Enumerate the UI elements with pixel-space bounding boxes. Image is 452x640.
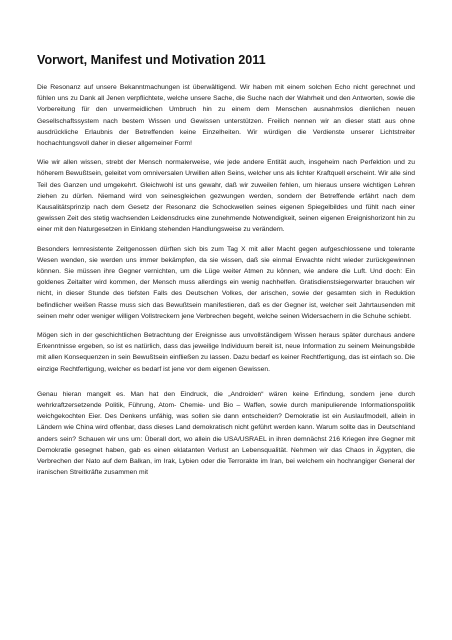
- paragraph-resonanz: Die Resonanz auf unsere Bekanntmachungen ist überwältigend. Wir haben mit einem solchen Echo nicht gerechnet und fühlen uns zu Dank all Jenen verpflichtete, welche unsere Sache, die Suche nach der Wahrheit und den Antworten, sowie die Vorbereitung für den unvermeidlichen Umbruch hin zu einem dem Menschen ausnahmslos dienlichen neuen Gesellschaftssystem nach bestem Wissen und Gewissen unterstützen. Freilich nennen wir an dieser statt aus ohne ausdrückliche Erlaubnis der Betreffenden keine Einzelheiten. Wir würdigen die Verdienste unserer Lichtstreiter hochachtungsvoll daher in dieser allgemeiner Form!: [37, 84, 415, 148]
- paragraph-rechtfertigung: Mögen sich in der geschichtlichen Betrachtung der Ereignisse aus unvollständigem Wissen heraus später durchaus andere Erkenntnisse ergeben, so ist es natürlich, dass das jeweilige Individuum bereit ist, neue Information zu seinem Meinungsbilde mit allen Konsequenzen in sein Bewußtsein einfließen zu lassen. Dazu bedarf es keiner Rechtfertigung, das ist einfach so. Die einzige Rechtfertigung, welcher es bedarf ist jene vor dem eigenen Gewissen.: [37, 332, 415, 373]
- paragraph-perfektion: Wie wir allen wissen, strebt der Mensch normalerweise, wie jede andere Entität auch, insgeheim nach Perfektion und zu höherem Bewußtsein, geleitet vom omniversalen Urwillen allen Seins, welcher uns als lichter Kraftquell erscheint. Wir alle sind Teil des Ganzen und umgekehrt. Gleichwohl ist uns gewahr, daß wir zuweilen fehlen, um hieraus unsere wichtigen Lehren ziehen zu dürfen. Niemand wird von seinesgleichen gezwungen werden, sondern der Betreffende erfährt nach dem Kausalitätsprinzip nach dem Gesetz der Resonanz die Schockwellen seines eigenen Spiegelbildes und fühlt nach einer gewissen Zeit des stetig wachsenden Leidensdrucks eine zunehmende Notwendigkeit, seinen eigenen Ereignishorizont hin zu einer mit den Naturgesetzen in Einklang stehenden Handlungsweise zu verändern.: [37, 159, 415, 234]
- paragraph-demokratie: Genau hieran mangelt es. Man hat den Eindruck, die „Androiden“ wären keine Erfindung, sondern jene durch wehrkraftzersetzende Politik, Führung, Atom- Chemie- und Bio – Waffen, sowie durch manipulierende Informationspolitik weichgekochten Eier. Des Denkens unfähig, was sollen sie dann entscheiden? Demokratie ist ein Auslaufmodell, allein in Ländern wie China wird offenbar, dass dieses Land demokratisch nicht geführt werden kann. Warum sollte das in Deutschland anders sein? Schauen wir uns um: Überall dort, wo allein die USA/USRAEL in ihren demnächst 216 Kriegen ihre Gegner mit Demokratie gesegnet haben, gab es einen eklatanten Verlust an Lebensqualität. Nehmen wir das Chaos in Ägypten, die Verbrechen der Nato auf dem Balkan, im Irak, Lybien oder die Terroraktе im Iran, bei welchem ein hochrangiger General der iranischen Streitkräfte zusammen mit: [37, 390, 415, 477]
- page-title: Vorwort, Manifest und Motivation 2011: [37, 53, 266, 67]
- paragraph-zeitgenossen: Besonders lernresistente Zeitgenossen dürften sich bis zum Tag X mit aller Macht gegen aufgeschlossene und tolerante Wesen wenden, sie werden uns immer bekämpfen, da sie wissen, daß sie einmal Erwachte nicht wieder zurückgewinnen können. Sie müssen ihre Gegner vernichten, um die Lüge weiter Atmen zu können, wie andere die Luft. Und doch: Ein goldenes Zeitalter wird kommen, der Mensch muss allerdings ein wenig nachhelfen. Gratisdienstsiegerwarter brauchen wir nicht, in dieser Stunde des tiefsten Falls des Deutschen Volkes, der arischen, sowie der gesamten sich in Reduktion befindlicher weißen Rasse muss sich das Bewußtsein manifestieren, daß es der Gegner ist, welcher seit Jahrtausenden mit seinen mehr oder weniger willigen Vollstreckern jene Verbrechen begeht, welche seinen Widersachern in die Schuhe schiebt.: [37, 245, 415, 320]
